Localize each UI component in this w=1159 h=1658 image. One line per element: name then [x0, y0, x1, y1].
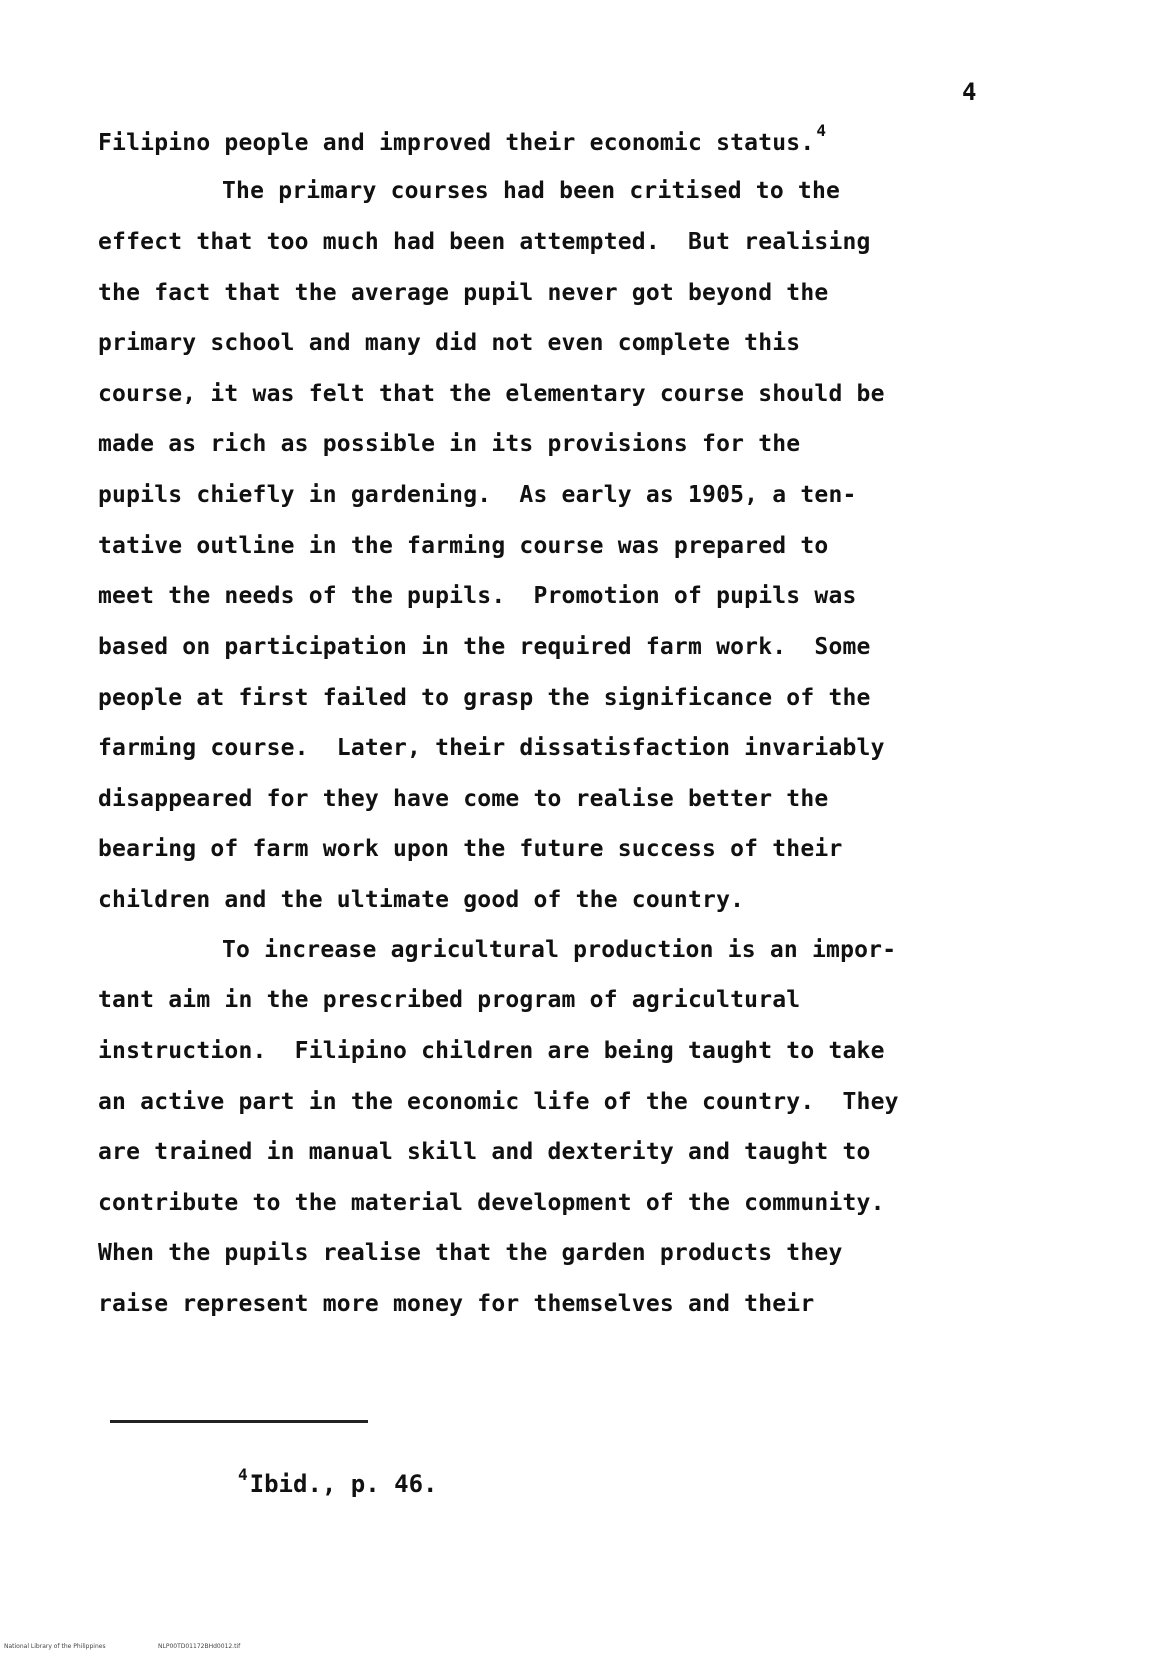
text-line: people at first failed to grasp the significance of the	[98, 685, 871, 711]
footnote	[238, 1465, 438, 1498]
text-line: instruction. Filipino children are being taught to take	[98, 1038, 885, 1064]
footnote-text: Ibid., p. 46.	[249, 1470, 438, 1498]
text-line: meet the needs of the pupils. Promotion of pupils was	[98, 583, 857, 609]
footnote-divider	[110, 1420, 368, 1423]
text-line: effect that too much had been attempted. But realising	[98, 229, 871, 255]
text-line: The primary courses had been critised to the	[222, 178, 841, 204]
file-stamp: NLP00TD01172BHd0012.tif	[158, 1643, 241, 1650]
text-line: an active part in the economic life of the country. They	[98, 1089, 899, 1115]
text-line: contribute to the material development of the community.	[98, 1190, 885, 1216]
page-number: 4	[962, 78, 977, 106]
text-line	[98, 121, 827, 160]
text-line: primary school and many did not even complete this	[98, 330, 801, 356]
footnote-marker: 4	[238, 1465, 248, 1484]
text-line: based on participation in the required farm work. Some	[98, 634, 871, 660]
text-line: disappeared for they have come to realise better the	[98, 786, 829, 812]
text-line: pupils chiefly in gardening. As early as 1905, a ten-	[98, 482, 857, 508]
text-line: are trained in manual skill and dexterity and taught to	[98, 1139, 871, 1165]
footnote-reference: 4	[816, 121, 827, 140]
text-line: bearing of farm work upon the future success of their	[98, 836, 843, 862]
text-line: tant aim in the prescribed program of agricultural	[98, 987, 801, 1013]
text-line: children and the ultimate good of the country.	[98, 887, 745, 913]
text-line: made as rich as possible in its provisions for the	[98, 431, 801, 457]
text-line: the fact that the average pupil never got beyond the	[98, 280, 829, 306]
library-stamp: National Library of the Philippines	[4, 1643, 106, 1650]
text-line: To increase agricultural production is an impor-	[222, 937, 897, 963]
text-line: course, it was felt that the elementary course should be	[98, 381, 885, 407]
text-line: tative outline in the farming course was prepared to	[98, 533, 829, 559]
text-line-content: Filipino people and improved their economic status.	[98, 130, 815, 156]
text-line: raise represent more money for themselves and their	[98, 1291, 815, 1317]
text-line: farming course. Later, their dissatisfaction invariably	[98, 735, 885, 761]
text-line: When the pupils realise that the garden products they	[98, 1240, 843, 1266]
